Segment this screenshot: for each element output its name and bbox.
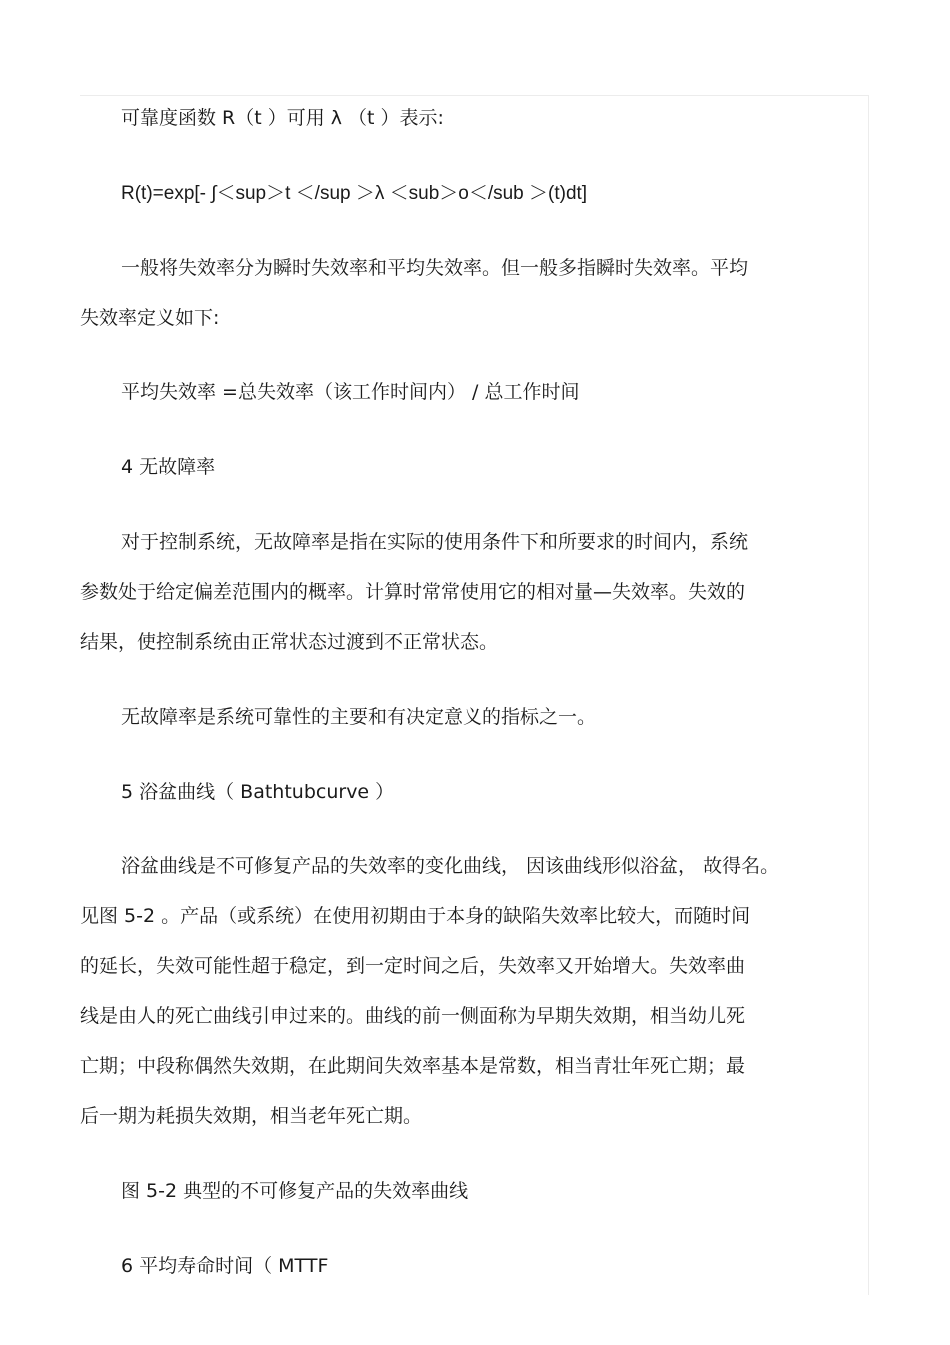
avg-failure-rate-line: 平均失效率 =总失效率（该工作时间内） / 总工作时间 <box>121 381 580 403</box>
no-fault-def-line-1: 对于控制系统，无故障率是指在实际的使用条件下和所要求的时间内，系统 <box>121 531 749 553</box>
bathtub-desc-line-4: 线是由人的死亡曲线引申过来的。曲线的前一侧面称为早期失效期，相当幼儿死 <box>80 1005 746 1027</box>
bathtub-desc-line-1: 浴盆曲线是不可修复产品的失效率的变化曲线， 因该曲线形似浴盆， 故得名。 <box>121 855 780 877</box>
no-fault-importance-line: 无故障率是系统可靠性的主要和有决定意义的指标之一。 <box>121 706 597 728</box>
failure-rate-types-line-1: 一般将失效率分为瞬时失效率和平均失效率。但一般多指瞬时失效率。平均 <box>121 257 749 279</box>
rt-intro-line: 可靠度函数 R（t ）可用 λ （t ）表示: <box>121 107 444 129</box>
section-heading-4: 4 无故障率 <box>121 456 216 478</box>
bathtub-desc-line-2: 见图 5-2 。产品（或系统）在使用初期由于本身的缺陷失效率比较大，而随时间 <box>80 905 751 927</box>
figure-caption: 图 5-2 典型的不可修复产品的失效率曲线 <box>121 1180 469 1202</box>
bathtub-desc-line-6: 后一期为耗损失效期，相当老年死亡期。 <box>80 1105 423 1127</box>
failure-rate-types-line-2: 失效率定义如下: <box>80 307 220 329</box>
bathtub-desc-line-3: 的延长，失效可能性超于稳定，到一定时间之后，失效率又开始增大。失效率曲 <box>80 955 746 977</box>
no-fault-def-line-2: 参数处于给定偏差范围内的概率。计算时常常使用它的相对量—失效率。失效的 <box>80 581 746 603</box>
section-heading-5: 5 浴盆曲线（ Bathtubcurve ） <box>121 781 395 803</box>
no-fault-def-line-3: 结果，使控制系统由正常状态过渡到不正常状态。 <box>80 631 499 653</box>
rt-formula-line: R(t)=exp[- ∫＜sup＞t ＜/sup ＞λ ＜sub＞o＜/sub ＞(t)dt] <box>121 183 588 204</box>
bathtub-desc-line-5: 亡期；中段称偶然失效期，在此期间失效率基本是常数，相当青壮年死亡期；最 <box>80 1055 746 1077</box>
section-heading-6: 6 平均寿命时间（ MTTF <box>121 1255 329 1277</box>
